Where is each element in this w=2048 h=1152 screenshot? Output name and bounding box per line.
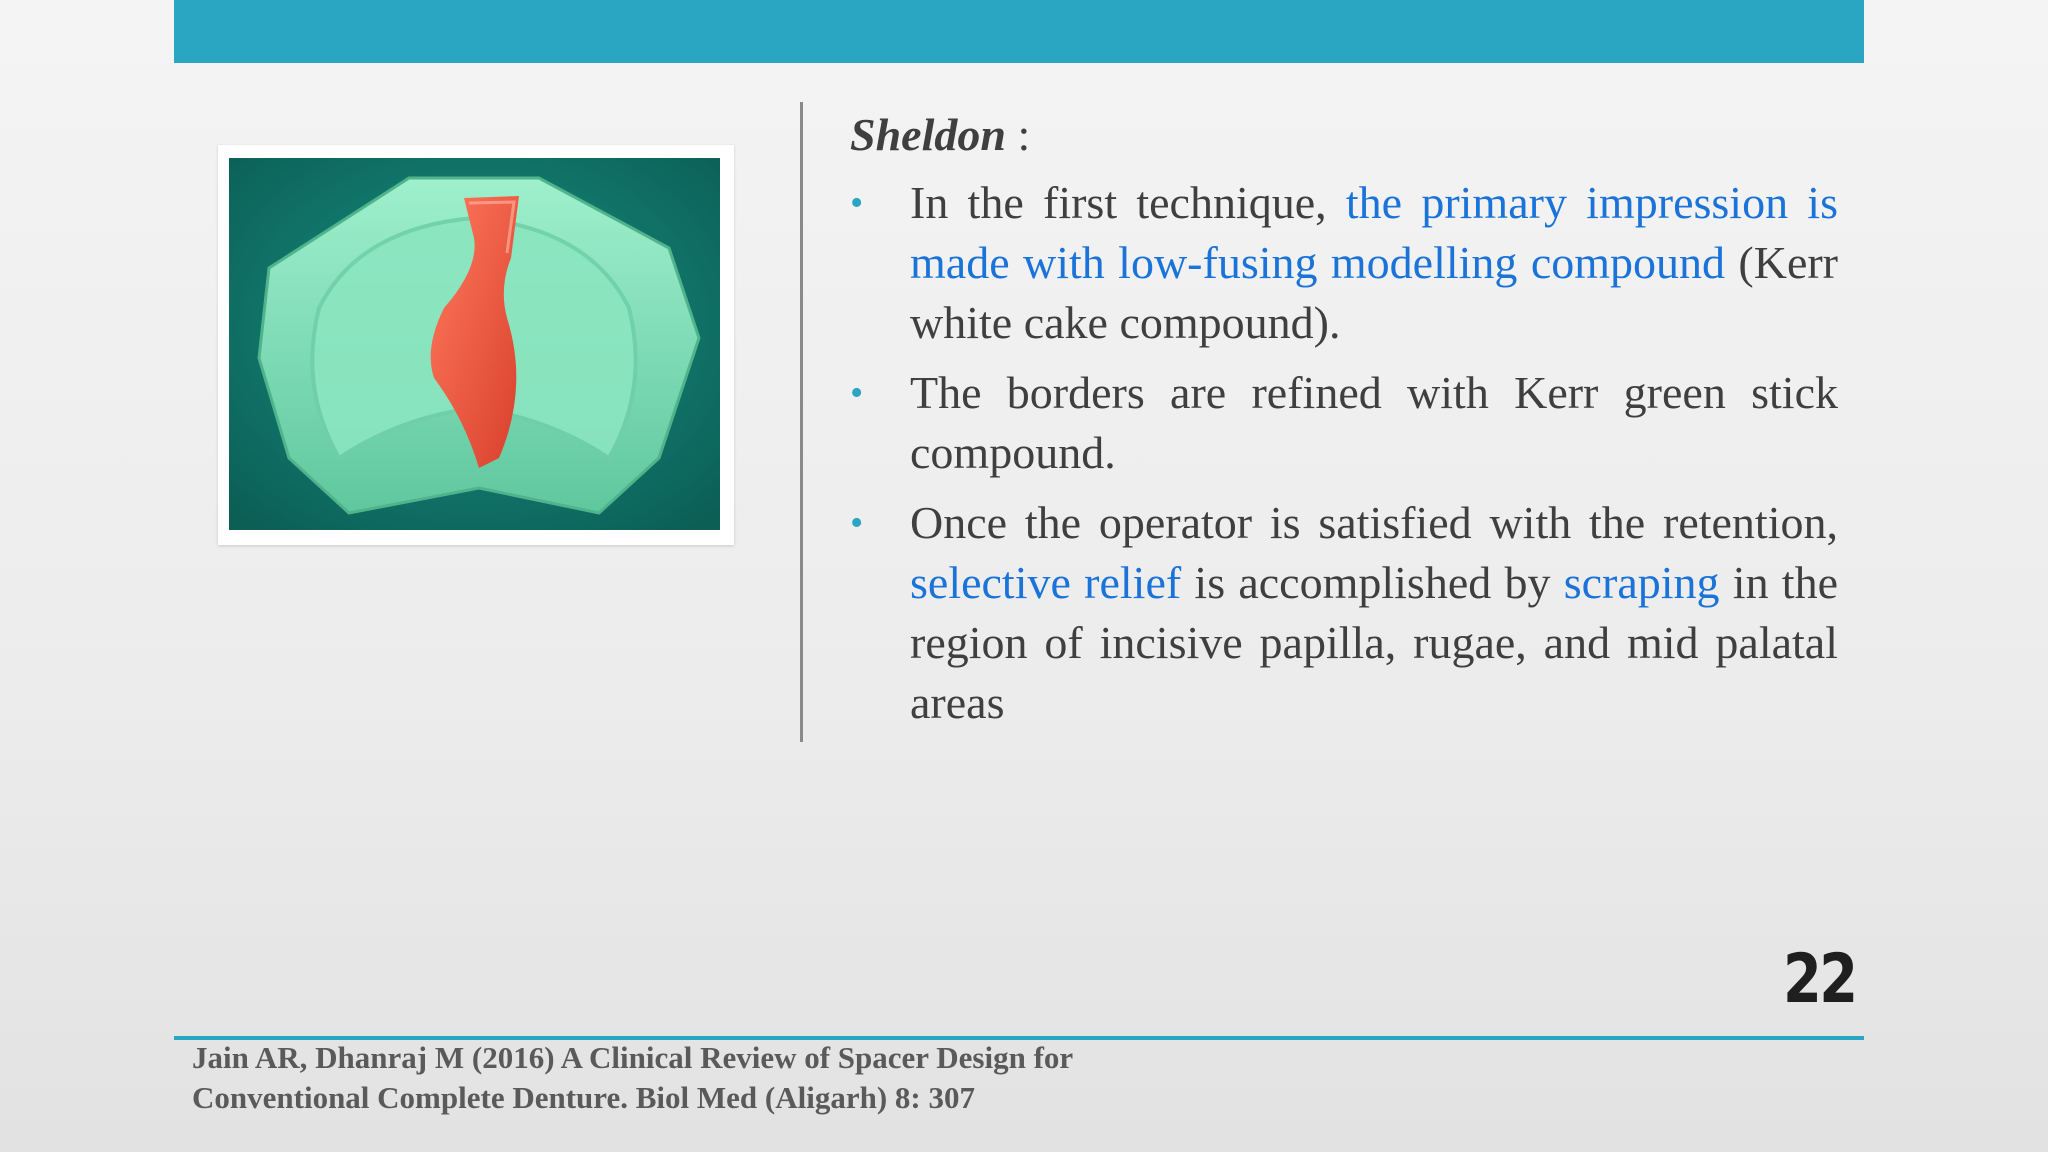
heading-name: Sheldon [850, 109, 1006, 160]
bullet-text: The borders are refined with Kerr green stick compound. [910, 367, 1838, 478]
highlight-text: scraping [1563, 557, 1720, 608]
bullet-text: is accomplished by [1181, 557, 1564, 608]
section-heading [850, 105, 1838, 169]
heading-suffix: : [1005, 109, 1031, 160]
bullet-text: (Kerr white cake compound). [910, 237, 1838, 348]
bullet-dot-icon: • [850, 182, 864, 224]
top-accent-bar [174, 0, 1864, 63]
citation-line-2: Conventional Complete Denture. Biol Med (Aligarh) 8: 307 [192, 1080, 975, 1115]
bullet-dot-icon: • [850, 372, 864, 414]
bullet-text: In the first technique, [910, 177, 1346, 228]
citation [192, 1038, 1292, 1118]
photo-frame [218, 145, 734, 545]
highlight-text: the primary impression is made with low-fusing modelling compound [910, 177, 1838, 288]
bullet-list [850, 173, 1838, 733]
citation-line-1: Jain AR, Dhanraj M (2016) A Clinical Review of Spacer Design for [192, 1040, 1074, 1075]
page-number: 22 [1783, 940, 1856, 1019]
bullet-text: Once the operator is satisfied with the retention, [910, 497, 1838, 548]
bullet-item-1 [850, 173, 1838, 353]
bullet-item-2 [850, 363, 1838, 483]
vertical-divider [800, 102, 803, 742]
content-column [850, 105, 1838, 743]
bullet-item-3 [850, 493, 1838, 733]
highlight-text: selective relief [910, 557, 1182, 608]
impression-photo [229, 158, 720, 530]
bullet-text: in the region of incisive papilla, rugae, and mid palatal areas [910, 557, 1839, 728]
impression-illustration [229, 158, 720, 530]
bullet-dot-icon: • [850, 502, 864, 544]
